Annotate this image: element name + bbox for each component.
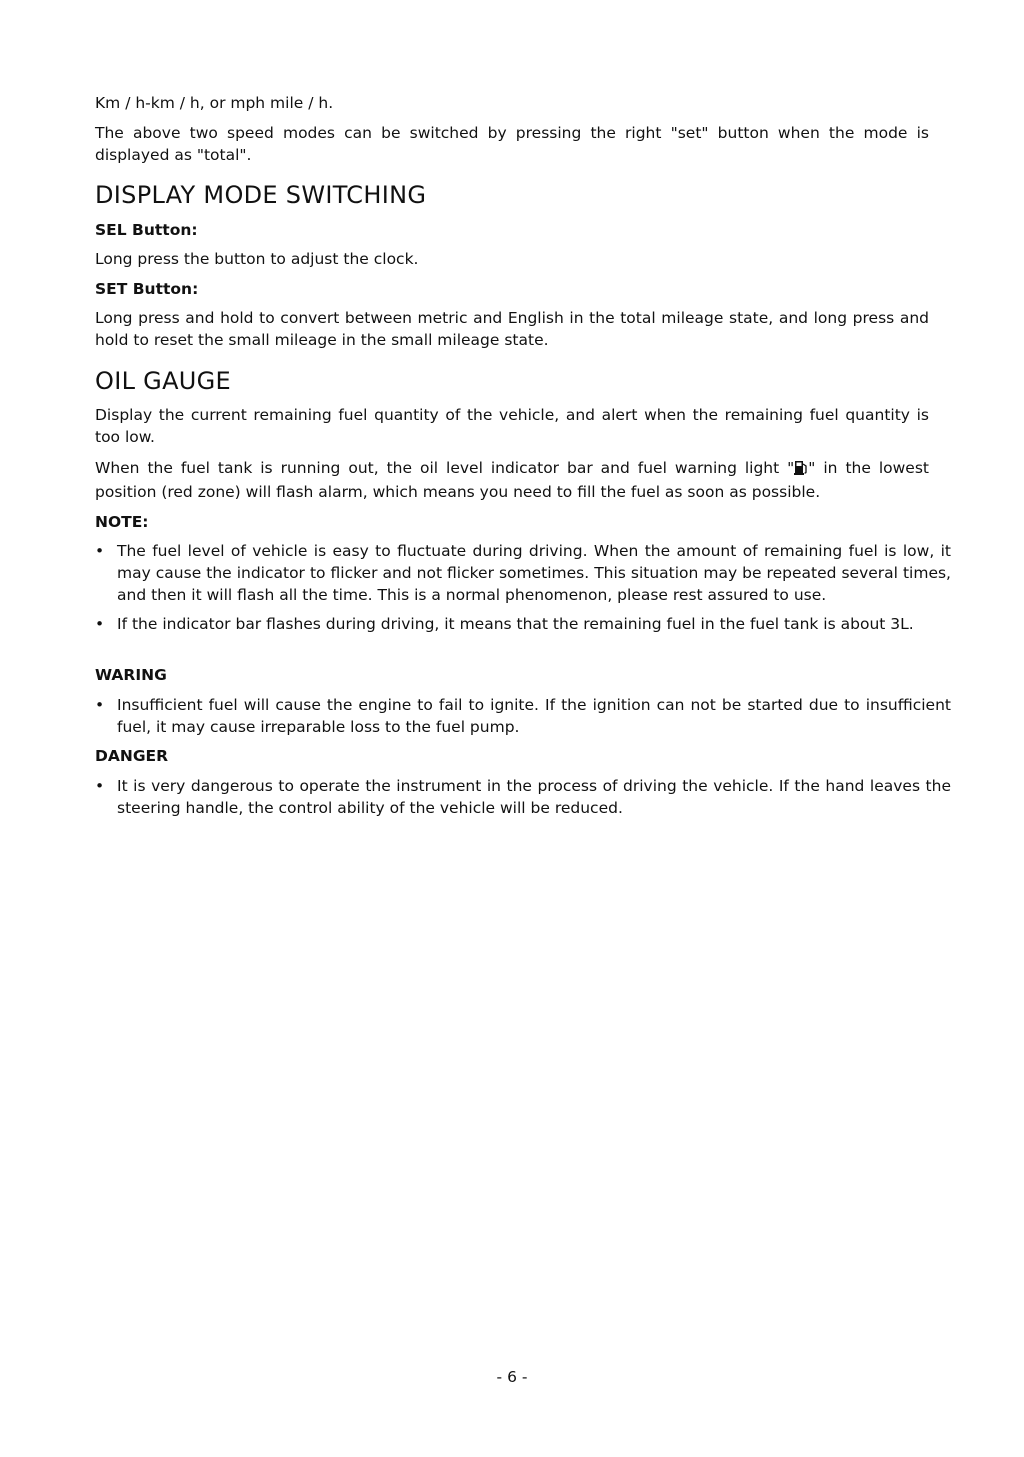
note-item — [95, 613, 951, 635]
sel-button-text: Long press the button to adjust the clock. — [95, 250, 419, 268]
fuel-warning-text-after: " in the lowest position (red zone) will flash alarm, which means you need to fill the fuel as soon as possible. — [95, 459, 929, 501]
fuel-warning-paragraph — [95, 457, 929, 503]
danger-title: DANGER — [95, 747, 169, 765]
bullet-symbol: • — [95, 615, 105, 633]
set-button-text: Long press and hold to convert between metric and English in the total mileage state, and long press and hold to reset the small mileage in the small mileage state. — [95, 309, 929, 349]
page-number: - 6 - — [496, 1368, 528, 1386]
units-line: Km / h-km / h, or mph mile / h. — [95, 94, 334, 112]
waring-item-text: Insufficient fuel will cause the engine to fail to ignite. If the ignition can not be started due to insufficient fuel, it may cause irreparable loss to the fuel pump. — [117, 696, 951, 736]
sel-button-title: SEL Button: — [95, 221, 198, 239]
display-mode-heading: DISPLAY MODE SWITCHING — [95, 181, 427, 209]
oil-gauge-heading: OIL GAUGE — [95, 367, 232, 395]
waring-item — [95, 694, 951, 738]
fuel-pump-icon — [794, 459, 808, 481]
waring-title: WARING — [95, 666, 167, 684]
bullet-symbol: • — [95, 696, 105, 714]
danger-item — [95, 775, 951, 819]
bullet-symbol: • — [95, 777, 105, 795]
set-button-title: SET Button: — [95, 280, 199, 298]
note-item-text: The fuel level of vehicle is easy to fluctuate during driving. When the amount of remaining fuel is low, it may cause the indicator to flicker and not flicker sometimes. This situation may be repeated several times, and then it will flash all the time. This is a normal phenomenon, please rest assured to use. — [117, 542, 951, 604]
danger-item-text: It is very dangerous to operate the instrument in the process of driving the vehicle. If the hand leaves the steering handle, the control ability of the vehicle will be reduced. — [117, 777, 951, 817]
note-item — [95, 540, 951, 606]
speed-mode-note: The above two speed modes can be switched by pressing the right "set" button when the mode is displayed as "total". — [95, 124, 929, 164]
fuel-warning-text-before: When the fuel tank is running out, the oil level indicator bar and fuel warning light " — [95, 459, 795, 477]
oil-gauge-description: Display the current remaining fuel quantity of the vehicle, and alert when the remaining fuel quantity is too low. — [95, 406, 929, 446]
bullet-symbol: • — [95, 542, 105, 560]
note-item-text: If the indicator bar flashes during driving, it means that the remaining fuel in the fuel tank is about 3L. — [117, 615, 914, 633]
note-title: NOTE: — [95, 513, 149, 531]
